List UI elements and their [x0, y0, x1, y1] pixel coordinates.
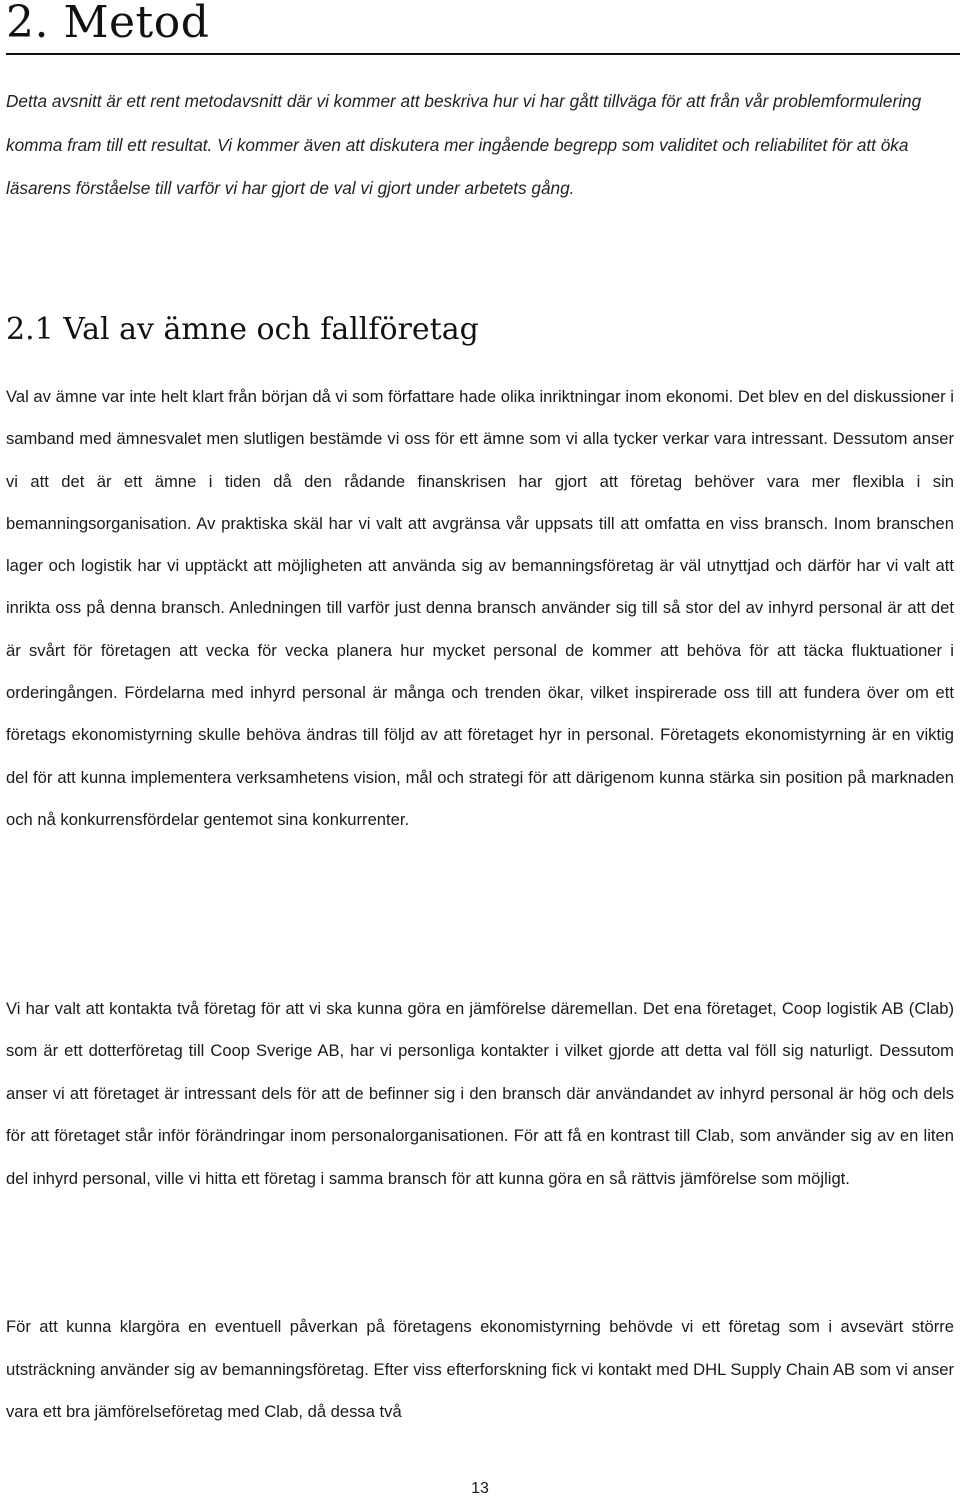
section-title: 2.1 Val av ämne och fallföretag [6, 312, 479, 347]
section-paragraph-1: Val av ämne var inte helt klart från början då vi som författare hade olika inriktningar inom ekonomi. Det blev en del diskussioner i samband med ämnesvalet men slutligen bestämde vi oss för ett ämne som vi alla tycker verkar vara intressant. Dessutom anser vi att det är ett ämne i tiden då den rådande finanskrisen har gjort att företag behöver vara mer flexibla i sin bemanningsorganisation. Av praktiska skäl har vi valt att avgränsa vår uppsats till att omfatta en viss bransch. Inom branschen lager och logistik har vi upptäckt att möjligheten att använda sig av bemanningsföretag är väl utnyttjad och därför har vi valt att inrikta oss på denna bransch. Anledningen till varför just denna bransch använder sig till så stor del av inhyrd personal är att det är svårt för företagen att vecka för vecka planera hur mycket personal de kommer att behöva för att täcka fluktuationer i orderingången. Fördelarna med inhyrd personal är många och trenden ökar, vilket inspirerade oss till att fundera över om ett företags ekonomistyrning skulle behöva ändras till följd av att företaget hyr in personal. Företagets ekonomistyrning är en viktig del för att kunna implementera verksamhetens vision, mål och strategi för att därigenom kunna stärka sin position på marknaden och nå konkurrensfördelar gentemot sina konkurrenter. [6, 387, 954, 829]
chapter-title-underline [6, 53, 960, 55]
section-paragraph-2: Vi har valt att kontakta två företag för att vi ska kunna göra en jämförelse däremellan. Det ena företaget, Coop logistik AB (Clab) som är ett dotterföretag till Coop Sverige AB, har vi personliga kontakter i vilket gjorde att detta val föll sig naturligt. Dessutom anser vi att företaget är intressant dels för att de befinner sig i den bransch där användandet av inhyrd personal är hög och dels för att företaget står inför förändringar inom personalorganisationen. För att få en kontrast till Clab, som använder sig av en liten del inhyrd personal, ville vi hitta ett företag i samma bransch för att kunna göra en så rättvis jämförelse som möjligt. [6, 999, 954, 1188]
page-number: 13 [471, 1480, 489, 1497]
chapter-intro: Detta avsnitt är ett rent metodavsnitt där vi kommer att beskriva hur vi har gått tillväga för att från vår problemformulering komma fram till ett resultat. Vi kommer även att diskutera mer ingående begrepp som validitet och reliabilitet för att öka läsarens förståelse till varför vi har gjort de val vi gjort under arbetets gång. [6, 91, 922, 199]
chapter-title: 2. Metod [6, 0, 210, 48]
section-paragraph-3: För att kunna klargöra en eventuell påverkan på företagens ekonomistyrning behövde vi ett företag som i avsevärt större utsträckning använder sig av bemanningsföretag. Efter viss efterforskning fick vi kontakt med DHL Supply Chain AB som vi anser vara ett bra jämförelseföretag med Clab, då dessa två [6, 1317, 954, 1422]
